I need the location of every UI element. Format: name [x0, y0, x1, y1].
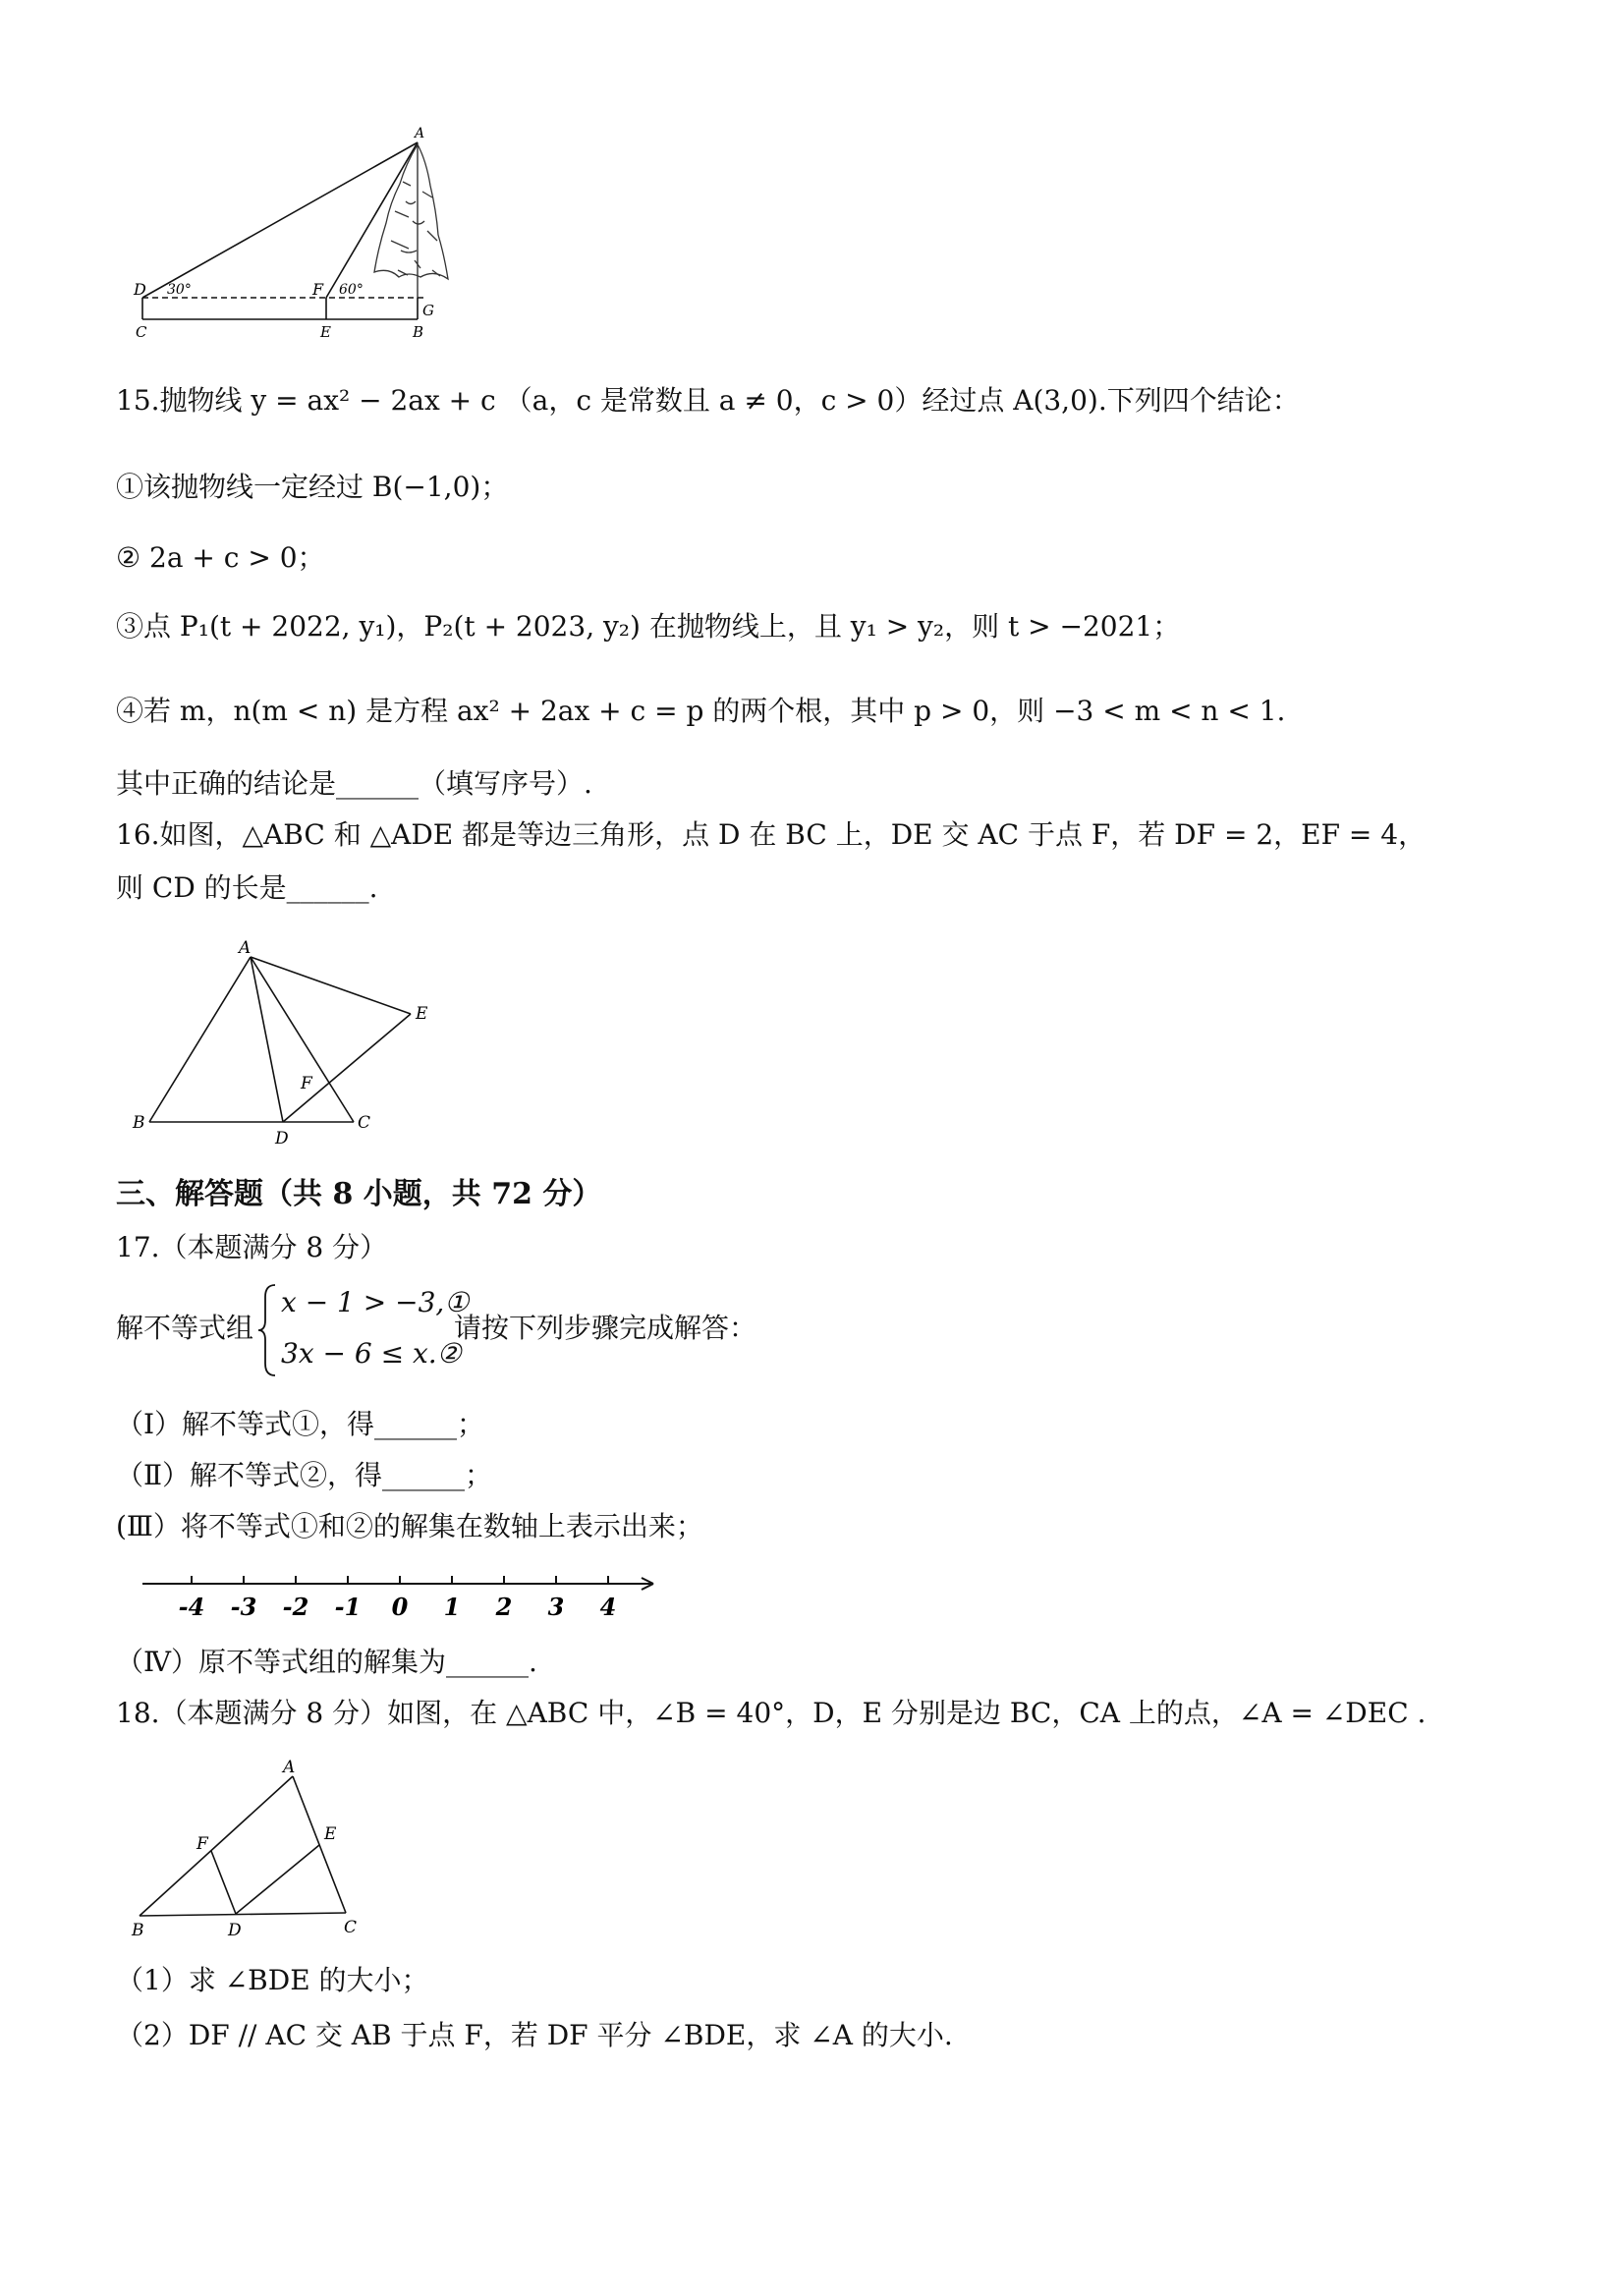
q15-ask: 其中正确的结论是______（填写序号）.	[116, 767, 592, 800]
q15-stem: 15.抛物线 y = ax² − 2ax + c （a，c 是常数且 a ≠ 0，c > 0）经过点 A(3,0).下列四个结论：	[116, 384, 1300, 417]
q18-stem: 18.（本题满分 8 分）如图，在 △ABC 中，∠B = 40°，D，E 分别是边 BC，CA 上的点，∠A = ∠DEC .	[116, 1697, 1427, 1729]
figure-tree-height	[128, 123, 462, 349]
label-c: C	[358, 1113, 371, 1133]
q17-step-4: （Ⅳ）原不等式组的解集为______.	[116, 1646, 537, 1678]
label-c: C	[344, 1918, 358, 1937]
tree-icon	[374, 144, 448, 279]
label-g: G	[422, 302, 434, 319]
figure-triangle-abc	[128, 1759, 383, 1945]
axis-tick-label: 3	[547, 1593, 565, 1621]
q17-system-intro	[116, 1309, 253, 1348]
label-f: F	[312, 280, 324, 299]
q16-line-1: 16.如图，△ABC 和 △ADE 都是等边三角形，点 D 在 BC 上，DE 交 AC 于点 F，若 DF = 2，EF = 4，	[116, 818, 1427, 851]
label-a: A	[239, 938, 252, 958]
label-c: C	[136, 323, 147, 341]
q17-step-2: （Ⅱ）解不等式②，得______；	[116, 1459, 493, 1491]
label-d: D	[275, 1129, 289, 1148]
q15-conclusion-3: ③点 P₁(t + 2022, y₁)，P₂(t + 2023, y₂) 在抛物线上，且 y₁ > y₂，则 t > −2021；	[116, 610, 1181, 643]
axis-tick-label: -2	[282, 1593, 309, 1621]
q15-conclusion-1: ①该抛物线一定经过 B(−1,0)；	[116, 471, 509, 503]
q17-step-3: (Ⅲ）将不等式①和②的解集在数轴上表示出来；	[116, 1510, 703, 1542]
q15-conclusion-4: ④若 m，n(m < n) 是方程 ax² + 2ax + c = p 的两个根，其中 p > 0，则 −3 < m < n < 1.	[116, 695, 1286, 727]
label-b: B	[413, 323, 424, 341]
label-e: E	[324, 1824, 337, 1844]
label-d: D	[228, 1921, 242, 1940]
label-e: E	[320, 323, 331, 341]
axis-tick-label: 0	[391, 1593, 409, 1621]
number-line	[138, 1570, 668, 1639]
q17-after: 请按下列步骤完成解答：	[454, 1312, 757, 1344]
axis-tick-label: 1	[443, 1593, 461, 1621]
q17-head: 17.（本题满分 8 分）	[116, 1231, 388, 1263]
angle-60: 60°	[339, 282, 364, 298]
q18-part-2: （2）DF // AC 交 AB 于点 F，若 DF 平分 ∠BDE，求 ∠A 的大小.	[116, 2019, 953, 2051]
axis-tick-label: 4	[599, 1593, 617, 1621]
section-title: 三、解答题（共 8 小题，共 72 分）	[116, 1177, 602, 1211]
angle-30: 30°	[167, 282, 192, 298]
label-e: E	[416, 1004, 428, 1024]
q17-step-1: （Ⅰ）解不等式①，得______；	[116, 1408, 485, 1440]
label-a: A	[283, 1758, 296, 1777]
q16-line-2: 则 CD 的长是______.	[116, 871, 378, 904]
label-a: A	[415, 126, 425, 141]
q15-conclusion-2: ② 2a + c > 0；	[116, 541, 325, 574]
axis-tick-label: -1	[334, 1593, 362, 1621]
q17-inequality-2: 3x − 6 ≤ x.②	[281, 1337, 462, 1370]
label-d: D	[134, 280, 146, 299]
label-f: F	[301, 1074, 312, 1093]
q18-part-1: （1）求 ∠BDE 的大小；	[116, 1964, 429, 1996]
q17-intro: 解不等式组	[116, 1312, 254, 1344]
brace-icon	[257, 1283, 277, 1377]
label-b: B	[133, 1113, 145, 1133]
axis-tick-label: -4	[178, 1593, 205, 1621]
figure-equilateral-triangles	[128, 933, 452, 1149]
q17-inequality-1: x − 1 > −3,①	[281, 1286, 470, 1318]
axis-tick-label: -3	[230, 1593, 257, 1621]
label-f: F	[196, 1834, 208, 1854]
axis-tick-label: 2	[495, 1593, 513, 1621]
label-b: B	[132, 1921, 144, 1940]
